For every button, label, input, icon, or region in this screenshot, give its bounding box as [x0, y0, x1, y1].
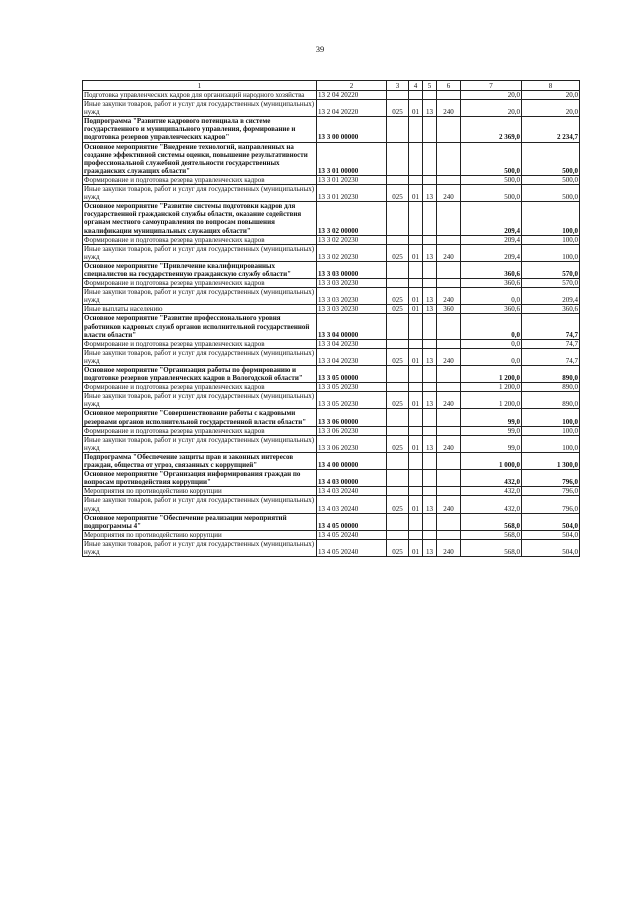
- row-ministry-cell: [387, 339, 409, 348]
- row-amount-year2-cell: 796,0: [522, 496, 580, 513]
- row-subsection-cell: 13: [423, 392, 437, 409]
- row-code-cell: 13 3 06 20230: [317, 435, 387, 452]
- row-amount-year2-cell: 570,0: [522, 279, 580, 288]
- row-ministry-cell: [387, 487, 409, 496]
- row-subsection-cell: [423, 91, 437, 100]
- table-row: [83, 487, 580, 496]
- row-ministry-cell: 025: [387, 348, 409, 365]
- row-expense-type-cell: 240: [437, 392, 461, 409]
- table-row: [83, 539, 580, 556]
- row-name-cell: Мероприятия по противодействию коррупции: [83, 487, 317, 496]
- table-row: [83, 91, 580, 100]
- row-code-cell: 13 3 02 20230: [317, 235, 387, 244]
- row-section-cell: [409, 314, 423, 339]
- row-subsection-cell: [423, 279, 437, 288]
- row-code-cell: 13 4 03 20240: [317, 487, 387, 496]
- row-section-cell: [409, 175, 423, 184]
- row-name-cell: Иные закупки товаров, работ и услуг для государственных (муниципальных) нужд: [83, 100, 317, 117]
- row-subsection-cell: 13: [423, 185, 437, 202]
- table-row: [83, 185, 580, 202]
- table-row: [83, 496, 580, 513]
- row-ministry-cell: [387, 279, 409, 288]
- row-ministry-cell: [387, 91, 409, 100]
- row-amount-year1-cell: 360,6: [461, 279, 522, 288]
- row-expense-type-cell: [437, 235, 461, 244]
- row-code-cell: 13 4 05 00000: [317, 513, 387, 530]
- column-header: 7: [461, 81, 522, 91]
- row-name-cell: Формирование и подготовка резерва управленческих кадров: [83, 235, 317, 244]
- row-amount-year2-cell: 20,0: [522, 100, 580, 117]
- row-code-cell: 13 3 05 20230: [317, 392, 387, 409]
- row-code-cell: 13 3 01 20230: [317, 185, 387, 202]
- row-amount-year2-cell: 74,7: [522, 314, 580, 339]
- row-expense-type-cell: 240: [437, 539, 461, 556]
- row-amount-year2-cell: 796,0: [522, 487, 580, 496]
- row-amount-year1-cell: 568,0: [461, 513, 522, 530]
- row-code-cell: 13 3 06 20230: [317, 426, 387, 435]
- table-row: [83, 452, 580, 469]
- row-name-cell: Формирование и подготовка резерва управленческих кадров: [83, 426, 317, 435]
- row-amount-year1-cell: 360,6: [461, 305, 522, 314]
- row-name-cell: Основное мероприятие "Внедрение технологий, направленных на создание эффективной системы оценки, повышение результативности профессиональной служебной деятельности государственных гражданских служащих области": [83, 142, 317, 175]
- row-amount-year2-cell: 360,6: [522, 305, 580, 314]
- table-row: [83, 142, 580, 175]
- row-amount-year2-cell: 570,0: [522, 261, 580, 278]
- row-expense-type-cell: 240: [437, 185, 461, 202]
- row-subsection-cell: [423, 366, 437, 383]
- row-subsection-cell: [423, 383, 437, 392]
- row-subsection-cell: [423, 426, 437, 435]
- row-ministry-cell: [387, 235, 409, 244]
- row-section-cell: [409, 202, 423, 235]
- row-amount-year2-cell: 100,0: [522, 202, 580, 235]
- row-expense-type-cell: [437, 339, 461, 348]
- row-ministry-cell: [387, 530, 409, 539]
- row-code-cell: 13 4 03 00000: [317, 470, 387, 487]
- row-section-cell: [409, 339, 423, 348]
- table-row: [83, 305, 580, 314]
- row-expense-type-cell: [437, 513, 461, 530]
- row-ministry-cell: [387, 261, 409, 278]
- column-header: 8: [522, 81, 580, 91]
- column-header: 5: [423, 81, 437, 91]
- row-amount-year1-cell: 209,4: [461, 244, 522, 261]
- row-amount-year1-cell: 0,0: [461, 288, 522, 305]
- row-name-cell: Формирование и подготовка резерва управленческих кадров: [83, 383, 317, 392]
- row-subsection-cell: [423, 202, 437, 235]
- row-expense-type-cell: [437, 314, 461, 339]
- row-ministry-cell: [387, 175, 409, 184]
- table-row: [83, 435, 580, 452]
- row-amount-year1-cell: 432,0: [461, 496, 522, 513]
- row-code-cell: 13 3 02 20230: [317, 244, 387, 261]
- row-subsection-cell: 13: [423, 288, 437, 305]
- row-name-cell: Иные закупки товаров, работ и услуг для государственных (муниципальных) нужд: [83, 348, 317, 365]
- row-code-cell: 13 3 00 00000: [317, 117, 387, 142]
- row-name-cell: Основное мероприятие "Совершенствование работы с кадровыми резервами органов исполнительной государственной власти области": [83, 409, 317, 426]
- column-header: 4: [409, 81, 423, 91]
- row-amount-year2-cell: 500,0: [522, 185, 580, 202]
- row-amount-year1-cell: 1 000,0: [461, 452, 522, 469]
- row-name-cell: Основное мероприятие "Привлечение квалифицированных специалистов на государственную гражданскую службу области": [83, 261, 317, 278]
- row-amount-year1-cell: 432,0: [461, 487, 522, 496]
- row-name-cell: Иные закупки товаров, работ и услуг для государственных (муниципальных) нужд: [83, 539, 317, 556]
- row-code-cell: 13 4 00 00000: [317, 452, 387, 469]
- row-section-cell: 01: [409, 100, 423, 117]
- row-name-cell: Иные закупки товаров, работ и услуг для государственных (муниципальных) нужд: [83, 288, 317, 305]
- row-name-cell: Основное мероприятие "Развитие профессионального уровня работников кадровых служб органов исполнительной государственной власти области": [83, 314, 317, 339]
- row-amount-year1-cell: 500,0: [461, 175, 522, 184]
- row-subsection-cell: [423, 235, 437, 244]
- row-amount-year1-cell: 1 200,0: [461, 366, 522, 383]
- row-name-cell: Иные закупки товаров, работ и услуг для государственных (муниципальных) нужд: [83, 244, 317, 261]
- row-section-cell: [409, 279, 423, 288]
- row-subsection-cell: [423, 261, 437, 278]
- row-expense-type-cell: [437, 452, 461, 469]
- row-name-cell: Подпрограмма "Развитие кадрового потенциала в системе государственного и муниципального управления, формирование и подготовка резервов управленческих кадров": [83, 117, 317, 142]
- row-subsection-cell: 13: [423, 305, 437, 314]
- row-amount-year1-cell: 0,0: [461, 314, 522, 339]
- row-code-cell: 13 4 03 20240: [317, 496, 387, 513]
- row-code-cell: 13 4 05 20240: [317, 539, 387, 556]
- row-ministry-cell: [387, 383, 409, 392]
- row-section-cell: [409, 487, 423, 496]
- row-name-cell: Формирование и подготовка резерва управленческих кадров: [83, 279, 317, 288]
- row-expense-type-cell: [437, 117, 461, 142]
- row-amount-year1-cell: 20,0: [461, 91, 522, 100]
- table-row: [83, 261, 580, 278]
- row-ministry-cell: [387, 470, 409, 487]
- row-amount-year1-cell: 500,0: [461, 142, 522, 175]
- row-section-cell: [409, 513, 423, 530]
- row-amount-year2-cell: 100,0: [522, 244, 580, 261]
- table-row: [83, 117, 580, 142]
- row-section-cell: [409, 383, 423, 392]
- row-ministry-cell: [387, 117, 409, 142]
- row-amount-year1-cell: 1 200,0: [461, 383, 522, 392]
- row-subsection-cell: [423, 117, 437, 142]
- row-subsection-cell: 13: [423, 435, 437, 452]
- row-name-cell: Основное мероприятие "Организация информирования граждан по вопросам противодействия коррупции": [83, 470, 317, 487]
- row-section-cell: [409, 366, 423, 383]
- row-amount-year2-cell: 890,0: [522, 383, 580, 392]
- row-amount-year2-cell: 500,0: [522, 175, 580, 184]
- row-amount-year1-cell: 568,0: [461, 539, 522, 556]
- table-row: [83, 288, 580, 305]
- row-section-cell: 01: [409, 435, 423, 452]
- row-subsection-cell: [423, 487, 437, 496]
- table-row: [83, 409, 580, 426]
- row-amount-year1-cell: 99,0: [461, 426, 522, 435]
- row-amount-year1-cell: 1 200,0: [461, 392, 522, 409]
- row-code-cell: 13 3 03 20230: [317, 279, 387, 288]
- row-expense-type-cell: 240: [437, 100, 461, 117]
- row-name-cell: Иные закупки товаров, работ и услуг для государственных (муниципальных) нужд: [83, 496, 317, 513]
- row-subsection-cell: [423, 142, 437, 175]
- row-expense-type-cell: [437, 409, 461, 426]
- row-code-cell: 13 3 04 20230: [317, 339, 387, 348]
- row-amount-year2-cell: 20,0: [522, 91, 580, 100]
- row-expense-type-cell: [437, 279, 461, 288]
- row-section-cell: 01: [409, 348, 423, 365]
- row-ministry-cell: 025: [387, 539, 409, 556]
- row-name-cell: Мероприятия по противодействию коррупции: [83, 530, 317, 539]
- row-amount-year2-cell: 100,0: [522, 426, 580, 435]
- row-name-cell: Иные закупки товаров, работ и услуг для государственных (муниципальных) нужд: [83, 392, 317, 409]
- row-subsection-cell: 13: [423, 539, 437, 556]
- row-code-cell: 13 4 05 20240: [317, 530, 387, 539]
- row-expense-type-cell: [437, 202, 461, 235]
- row-section-cell: 01: [409, 244, 423, 261]
- row-section-cell: [409, 470, 423, 487]
- table-row: [83, 530, 580, 539]
- row-expense-type-cell: [437, 383, 461, 392]
- row-code-cell: 13 2 04 20220: [317, 91, 387, 100]
- table-row: [83, 383, 580, 392]
- row-subsection-cell: [423, 513, 437, 530]
- row-expense-type-cell: [437, 142, 461, 175]
- row-section-cell: [409, 452, 423, 469]
- row-subsection-cell: 13: [423, 244, 437, 261]
- row-subsection-cell: 13: [423, 348, 437, 365]
- row-expense-type-cell: 240: [437, 288, 461, 305]
- table-body: [83, 81, 580, 557]
- row-name-cell: Подготовка управленческих кадров для организаций народного хозяйства: [83, 91, 317, 100]
- column-header: 2: [317, 81, 387, 91]
- row-subsection-cell: [423, 530, 437, 539]
- row-section-cell: 01: [409, 185, 423, 202]
- row-amount-year1-cell: 2 369,0: [461, 117, 522, 142]
- row-amount-year1-cell: 500,0: [461, 185, 522, 202]
- row-section-cell: [409, 91, 423, 100]
- row-section-cell: [409, 142, 423, 175]
- row-ministry-cell: [387, 314, 409, 339]
- row-ministry-cell: 025: [387, 305, 409, 314]
- table-row: [83, 392, 580, 409]
- row-section-cell: 01: [409, 288, 423, 305]
- row-ministry-cell: 025: [387, 435, 409, 452]
- row-ministry-cell: 025: [387, 100, 409, 117]
- row-amount-year2-cell: 504,0: [522, 539, 580, 556]
- row-name-cell: Формирование и подготовка резерва управленческих кадров: [83, 339, 317, 348]
- row-amount-year2-cell: 100,0: [522, 235, 580, 244]
- row-ministry-cell: [387, 366, 409, 383]
- row-name-cell: Иные выплаты населению: [83, 305, 317, 314]
- row-code-cell: 13 3 04 00000: [317, 314, 387, 339]
- row-ministry-cell: 025: [387, 288, 409, 305]
- row-code-cell: 13 3 06 00000: [317, 409, 387, 426]
- row-name-cell: Основное мероприятие "Развитие системы подготовки кадров для государственной гражданской службы области, оказание содействия органам местного самоуправления по вопросам повышения квалификации муниципальных служащих области": [83, 202, 317, 235]
- row-ministry-cell: [387, 409, 409, 426]
- row-expense-type-cell: [437, 487, 461, 496]
- table-row: [83, 314, 580, 339]
- row-amount-year2-cell: 1 300,0: [522, 452, 580, 469]
- row-expense-type-cell: [437, 261, 461, 278]
- row-ministry-cell: 025: [387, 392, 409, 409]
- row-section-cell: [409, 261, 423, 278]
- table-row: [83, 175, 580, 184]
- row-amount-year2-cell: 796,0: [522, 470, 580, 487]
- page-number: 39: [315, 44, 325, 54]
- row-ministry-cell: [387, 452, 409, 469]
- row-section-cell: [409, 117, 423, 142]
- row-code-cell: 13 3 01 20230: [317, 175, 387, 184]
- row-section-cell: [409, 426, 423, 435]
- row-ministry-cell: 025: [387, 244, 409, 261]
- table-row: [83, 339, 580, 348]
- table-row: [83, 513, 580, 530]
- row-code-cell: 13 3 03 00000: [317, 261, 387, 278]
- row-section-cell: 01: [409, 539, 423, 556]
- row-section-cell: 01: [409, 392, 423, 409]
- row-subsection-cell: 13: [423, 496, 437, 513]
- table-row: [83, 426, 580, 435]
- row-amount-year1-cell: 568,0: [461, 530, 522, 539]
- row-amount-year2-cell: 2 234,7: [522, 117, 580, 142]
- row-amount-year2-cell: 100,0: [522, 409, 580, 426]
- row-expense-type-cell: [437, 530, 461, 539]
- row-section-cell: [409, 409, 423, 426]
- row-subsection-cell: [423, 175, 437, 184]
- row-expense-type-cell: [437, 426, 461, 435]
- row-expense-type-cell: 240: [437, 348, 461, 365]
- table-row: [83, 235, 580, 244]
- row-amount-year1-cell: 99,0: [461, 409, 522, 426]
- row-amount-year1-cell: 360,6: [461, 261, 522, 278]
- table-row: [83, 244, 580, 261]
- row-ministry-cell: [387, 202, 409, 235]
- row-code-cell: 13 3 05 20230: [317, 383, 387, 392]
- row-amount-year1-cell: 209,4: [461, 235, 522, 244]
- row-subsection-cell: [423, 339, 437, 348]
- row-name-cell: Иные закупки товаров, работ и услуг для государственных (муниципальных) нужд: [83, 435, 317, 452]
- row-amount-year1-cell: 209,4: [461, 202, 522, 235]
- row-subsection-cell: [423, 470, 437, 487]
- row-name-cell: Основное мероприятие "Организация работы по формированию и подготовке резервов управленческих кадров в Вологодской области": [83, 366, 317, 383]
- row-section-cell: 01: [409, 496, 423, 513]
- table-header-row: [83, 81, 580, 91]
- row-amount-year2-cell: 500,0: [522, 142, 580, 175]
- row-amount-year2-cell: 74,7: [522, 339, 580, 348]
- row-code-cell: 13 3 03 20230: [317, 305, 387, 314]
- row-subsection-cell: [423, 452, 437, 469]
- row-name-cell: Подпрограмма "Обеспечение защиты прав и законных интересов граждан, общества от угроз, связанных с коррупцией": [83, 452, 317, 469]
- row-ministry-cell: 025: [387, 496, 409, 513]
- row-expense-type-cell: 240: [437, 435, 461, 452]
- row-section-cell: [409, 530, 423, 539]
- column-header: 1: [83, 81, 317, 91]
- table-row: [83, 470, 580, 487]
- row-section-cell: [409, 235, 423, 244]
- row-name-cell: Формирование и подготовка резерва управленческих кадров: [83, 175, 317, 184]
- row-amount-year1-cell: 0,0: [461, 348, 522, 365]
- row-expense-type-cell: 240: [437, 244, 461, 261]
- row-expense-type-cell: [437, 470, 461, 487]
- row-subsection-cell: [423, 409, 437, 426]
- row-amount-year2-cell: 209,4: [522, 288, 580, 305]
- row-code-cell: 13 3 05 00000: [317, 366, 387, 383]
- row-name-cell: Основное мероприятие "Обеспечение реализации мероприятий подпрограммы 4": [83, 513, 317, 530]
- column-header: 3: [387, 81, 409, 91]
- row-amount-year2-cell: 890,0: [522, 392, 580, 409]
- table-row: [83, 100, 580, 117]
- row-code-cell: 13 2 04 20220: [317, 100, 387, 117]
- row-amount-year2-cell: 74,7: [522, 348, 580, 365]
- row-name-cell: Иные закупки товаров, работ и услуг для государственных (муниципальных) нужд: [83, 185, 317, 202]
- row-ministry-cell: [387, 513, 409, 530]
- row-code-cell: 13 3 02 00000: [317, 202, 387, 235]
- table-row: [83, 348, 580, 365]
- row-amount-year2-cell: 504,0: [522, 530, 580, 539]
- table-row: [83, 279, 580, 288]
- row-ministry-cell: 025: [387, 185, 409, 202]
- row-amount-year1-cell: 432,0: [461, 470, 522, 487]
- row-code-cell: 13 3 03 20230: [317, 288, 387, 305]
- table-row: [83, 202, 580, 235]
- row-ministry-cell: [387, 426, 409, 435]
- row-expense-type-cell: 360: [437, 305, 461, 314]
- row-expense-type-cell: 240: [437, 496, 461, 513]
- row-code-cell: 13 3 01 00000: [317, 142, 387, 175]
- table-row: [83, 366, 580, 383]
- row-subsection-cell: 13: [423, 100, 437, 117]
- row-amount-year1-cell: 99,0: [461, 435, 522, 452]
- row-amount-year2-cell: 504,0: [522, 513, 580, 530]
- row-expense-type-cell: [437, 366, 461, 383]
- row-expense-type-cell: [437, 175, 461, 184]
- row-expense-type-cell: [437, 91, 461, 100]
- row-amount-year2-cell: 890,0: [522, 366, 580, 383]
- row-ministry-cell: [387, 142, 409, 175]
- row-subsection-cell: [423, 314, 437, 339]
- row-amount-year2-cell: 100,0: [522, 435, 580, 452]
- budget-table: [82, 80, 580, 557]
- row-amount-year1-cell: 0,0: [461, 339, 522, 348]
- row-amount-year1-cell: 20,0: [461, 100, 522, 117]
- column-header: 6: [437, 81, 461, 91]
- row-code-cell: 13 3 04 20230: [317, 348, 387, 365]
- row-section-cell: 01: [409, 305, 423, 314]
